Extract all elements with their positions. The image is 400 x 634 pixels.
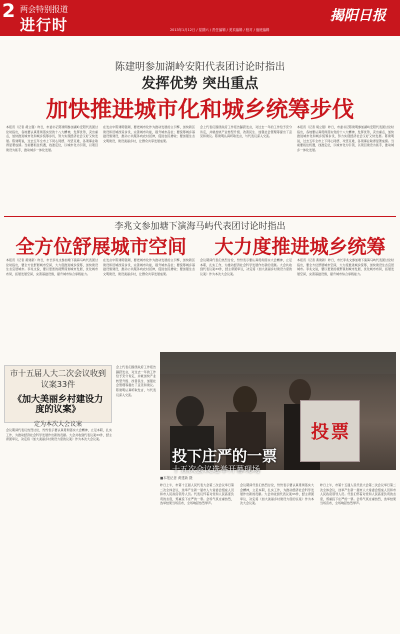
photo-caption-sub: 十五次会议选举开幕现场: [172, 465, 260, 474]
story2-column-4: 本报讯（记者 黄建新）昨日，市长李兆文参加塘下演海马屿代表团讨论时指出，要全方位舒展城市空间，大力度推进城乡统筹，加快建设生态宜居城市。李兆文说，要以更宽的视野谋划城市发展，优化城市布局，拓展发展空间，完善基础设施，提升城市综合承载能力。: [297, 258, 394, 276]
sidebar-subtitle: 定为本次大会议案: [33, 421, 82, 428]
story1-column-3: 会上代表们围绕政府工作报告踊跃发言，对过去一年的工作给予充分肯定，并就加快产业转型升级、改善民生、加强社会管理等提出了意见和建议。陈建明认真听取发言，与代表们深入交流。: [200, 125, 292, 139]
story2-continuation: 会上代表们围绕政府工作报告踊跃发言，对过去一年的工作给予充分肯定，并就加快产业转型升级、改善民生、加强社会管理等提出了意见和建议。陈建明认真听取发言，与代表们深入交流。: [116, 365, 156, 397]
dateline: 2013年1月12日 / 星期六 / 责任编辑 / 美术编辑 / 校对 / 值班编辑: [170, 28, 270, 32]
bottom-column-1: 昨日上午，市第十五届人民代表大会第二次会议举行第二次全体会议，选举产生新一届市人大常委会组成人员和市人民政府领导人员。代表们怀着对党和人民高度负责的态度，郑重投下庄严的一票。会场气氛庄重热烈，选举结果当场宣布，全场响起热烈掌声。: [160, 483, 234, 506]
section-divider: [4, 216, 396, 217]
story2-headline-right: 大力度推进城乡统筹: [214, 236, 386, 258]
sidebar-body: 会议期间代表们热烈讨论，纷纷表示要认真贯彻落实大会精神，立足本职，扎实工作，为推动经济社会科学发展作出新的贡献。大会共收到代表议案33件，经主席团审议，决定将《加大美丽乡村建设力度的议案》作为本次大会议案。: [6, 428, 112, 442]
story1-headline: 加快推进城市化和城乡统筹步伐: [45, 98, 354, 123]
story2-column-3: 会议期间代表们热烈讨论，纷纷表示要认真贯彻落实大会精神，立足本职，扎实工作，为推动经济社会科学发展作出新的贡献。大会共收到代表议案33件，经主席团审议，决定将《加大美丽乡村建设力度的议案》作为本次大会议案。: [200, 258, 292, 276]
page-number: 2: [2, 0, 16, 22]
story1-subhead: 发挥优势 突出重点: [141, 76, 259, 92]
bottom-column-3: 昨日上午，市第十五届人民代表大会第二次会议举行第二次全体会议，选举产生新一届市人大常委会组成人员和市人民政府领导人员。代表们怀着对党和人民高度负责的态度，郑重投下庄严的一票。会场气氛庄重热烈，选举结果当场宣布，全场响起热烈掌声。: [320, 483, 396, 506]
photo-byline: ■本报记者 黄建新 摄: [160, 476, 193, 480]
story1-column-2: 在发言中陈建明强调，要把城市化作为推动发展的主引擎，加快新区建设和旧城改造步伐，完善城市功能，提升城市品位；要统筹城乡基础设施建设，推动公共服务向农村延伸，促进农民增收；要加强生态文明建设，建设美丽乡村，让群众共享发展成果。: [103, 125, 195, 143]
section-label: 两会特别报道: [20, 5, 68, 14]
story1-column-4: 本报讯（记者 胡立强）昨日，市委书记陈建明参加湖岭安阳代表团讨论时指出，各地要认真贯彻落实党的十八大精神，发挥优势，突出重点，加快推进城市化和城乡统筹步伐，努力实现经济社会又好又快发展。陈建明说，过去五年全市上下同心同德、攻坚克难，各项事业取得显著成绩。当前要抓住机遇，找准定位，以城市化为引领，以项目建设为抓手，推动城乡一体化发展。: [297, 125, 394, 152]
ballot-box-label: 投票: [311, 422, 351, 443]
sidebar-title: 《加大美丽乡村建设力度的议案》: [12, 395, 103, 415]
story2-column-2: 在发言中陈建明强调，要把城市化作为推动发展的主引擎，加快新区建设和旧城改造步伐，完善城市功能，提升城市品位；要统筹城乡基础设施建设，推动公共服务向农村延伸，促进农民增收；要加强生态文明建设，建设美丽乡村，让群众共享发展成果。: [103, 258, 195, 276]
story1-column-1: 本报讯（记者 胡立强）昨日，市委书记陈建明参加湖岭安阳代表团讨论时指出，各地要认真贯彻落实党的十八大精神，发挥优势，突出重点，加快推进城市化和城乡统筹步伐，努力实现经济社会又好又快发展。陈建明说，过去五年全市上下同心同德、攻坚克难，各项事业取得显著成绩。当前要抓住机遇，找准定位，以城市化为引领，以项目建设为抓手，推动城乡一体化发展。: [6, 125, 98, 152]
story2-kicker: 李兆文参加塘下演海马屿代表团讨论时指出: [114, 222, 286, 232]
newspaper-logo: 揭阳日报: [330, 8, 386, 24]
sidebar-kicker: 市十五届人大二次会议收到议案33件: [10, 369, 106, 389]
story1-kicker: 陈建明参加湖岭安阳代表团讨论时指出: [115, 62, 285, 73]
photo-caption-main: 投下庄严的一票: [172, 447, 278, 465]
story2-column-1: 本报讯（记者 黄建新）昨日，市长李兆文参加塘下演海马屿代表团讨论时指出，要全方位舒展城市空间，大力度推进城乡统筹，加快建设生态宜居城市。李兆文说，要以更宽的视野谋划城市发展，优化城市布局，拓展发展空间，完善基础设施，提升城市综合承载能力。: [6, 258, 98, 276]
bottom-column-2: 会议期间代表们热烈讨论，纷纷表示要认真贯彻落实大会精神，立足本职，扎实工作，为推动经济社会科学发展作出新的贡献。大会共收到代表议案33件，经主席团审议，决定将《加大美丽乡村建设力度的议案》作为本次大会议案。: [240, 483, 314, 506]
section-title: 进行时: [20, 16, 69, 34]
story2-headline-left: 全方位舒展城市空间: [15, 236, 187, 258]
